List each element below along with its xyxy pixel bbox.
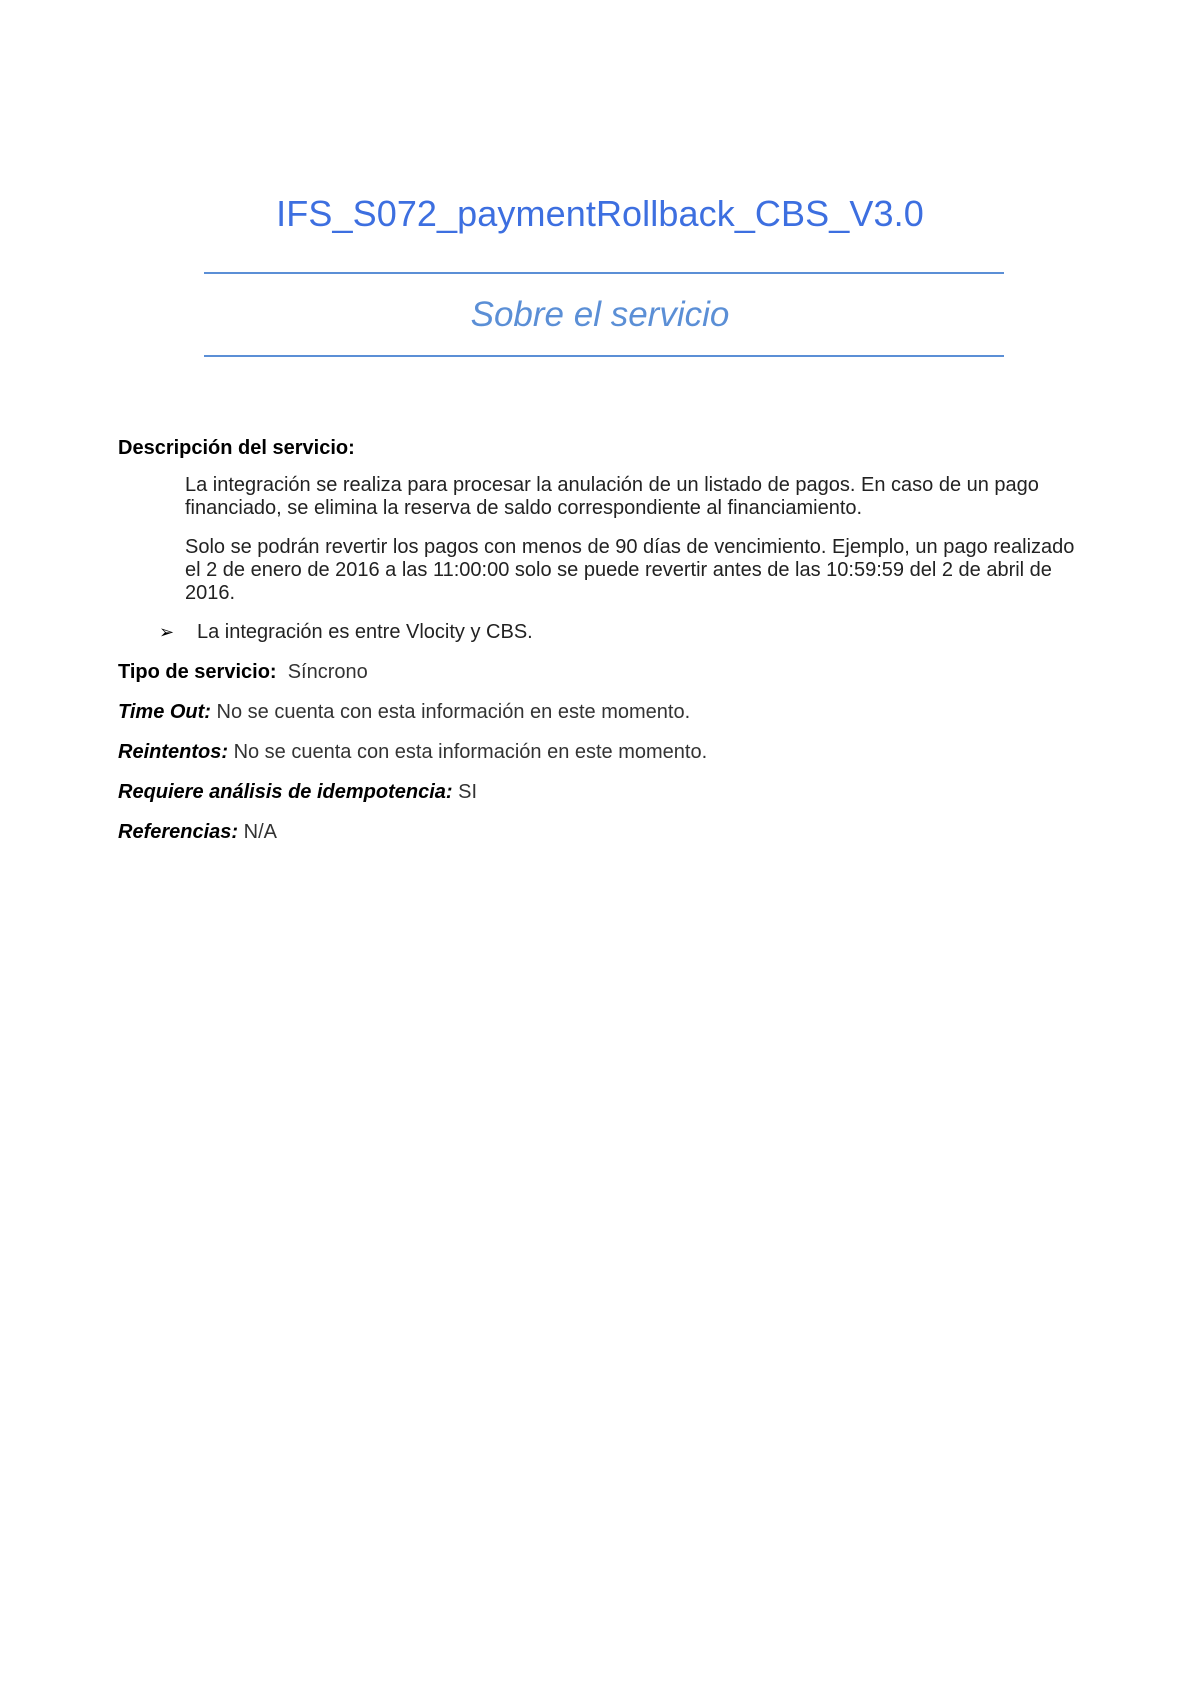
document-body bbox=[118, 437, 1078, 861]
field-value: SI bbox=[458, 781, 478, 803]
field-label: Time Out: bbox=[118, 701, 211, 723]
title-rule-bottom bbox=[204, 355, 1004, 357]
field-service-type bbox=[118, 661, 1078, 684]
field-label: Referencias: bbox=[118, 821, 239, 843]
document-subtitle: Sobre el servicio bbox=[470, 295, 730, 334]
title-rule-top bbox=[204, 272, 1004, 274]
field-retries bbox=[118, 741, 1078, 764]
field-label: Reintentos: bbox=[118, 741, 228, 763]
bullet-text: La integración es entre Vlocity y CBS. bbox=[197, 621, 533, 643]
description-paragraph-1: La integración se realiza para procesar la anulación de un listado de pagos. En caso de un pago financiado, se elimina la reserva de saldo correspondiente al financiamiento. bbox=[185, 474, 1039, 519]
description-paragraph-2: Solo se podrán revertir los pagos con menos de 90 días de vencimiento. Ejemplo, un pago realizado el 2 de enero de 2016 a las 11:00:00 solo se puede revertir antes de las 10:59:59 del 2 de abril de 2016. bbox=[185, 536, 1075, 604]
arrowhead-bullet-icon: ➢ bbox=[159, 622, 175, 643]
bullet-item bbox=[159, 621, 1078, 644]
document-title: IFS_S072_paymentRollback_CBS_V3.0 bbox=[276, 193, 924, 234]
field-value: No se cuenta con esta información en este momento. bbox=[216, 701, 691, 723]
field-label: Requiere análisis de idempotencia: bbox=[118, 781, 453, 803]
field-value: N/A bbox=[243, 821, 277, 843]
field-idempotency bbox=[118, 781, 1078, 804]
description-heading: Descripción del servicio: bbox=[118, 437, 355, 459]
field-timeout bbox=[118, 701, 1078, 724]
field-value: No se cuenta con esta información en este momento. bbox=[233, 741, 708, 763]
field-references bbox=[118, 821, 1078, 844]
field-value: Síncrono bbox=[287, 661, 368, 683]
field-label: Tipo de servicio: bbox=[118, 661, 277, 683]
